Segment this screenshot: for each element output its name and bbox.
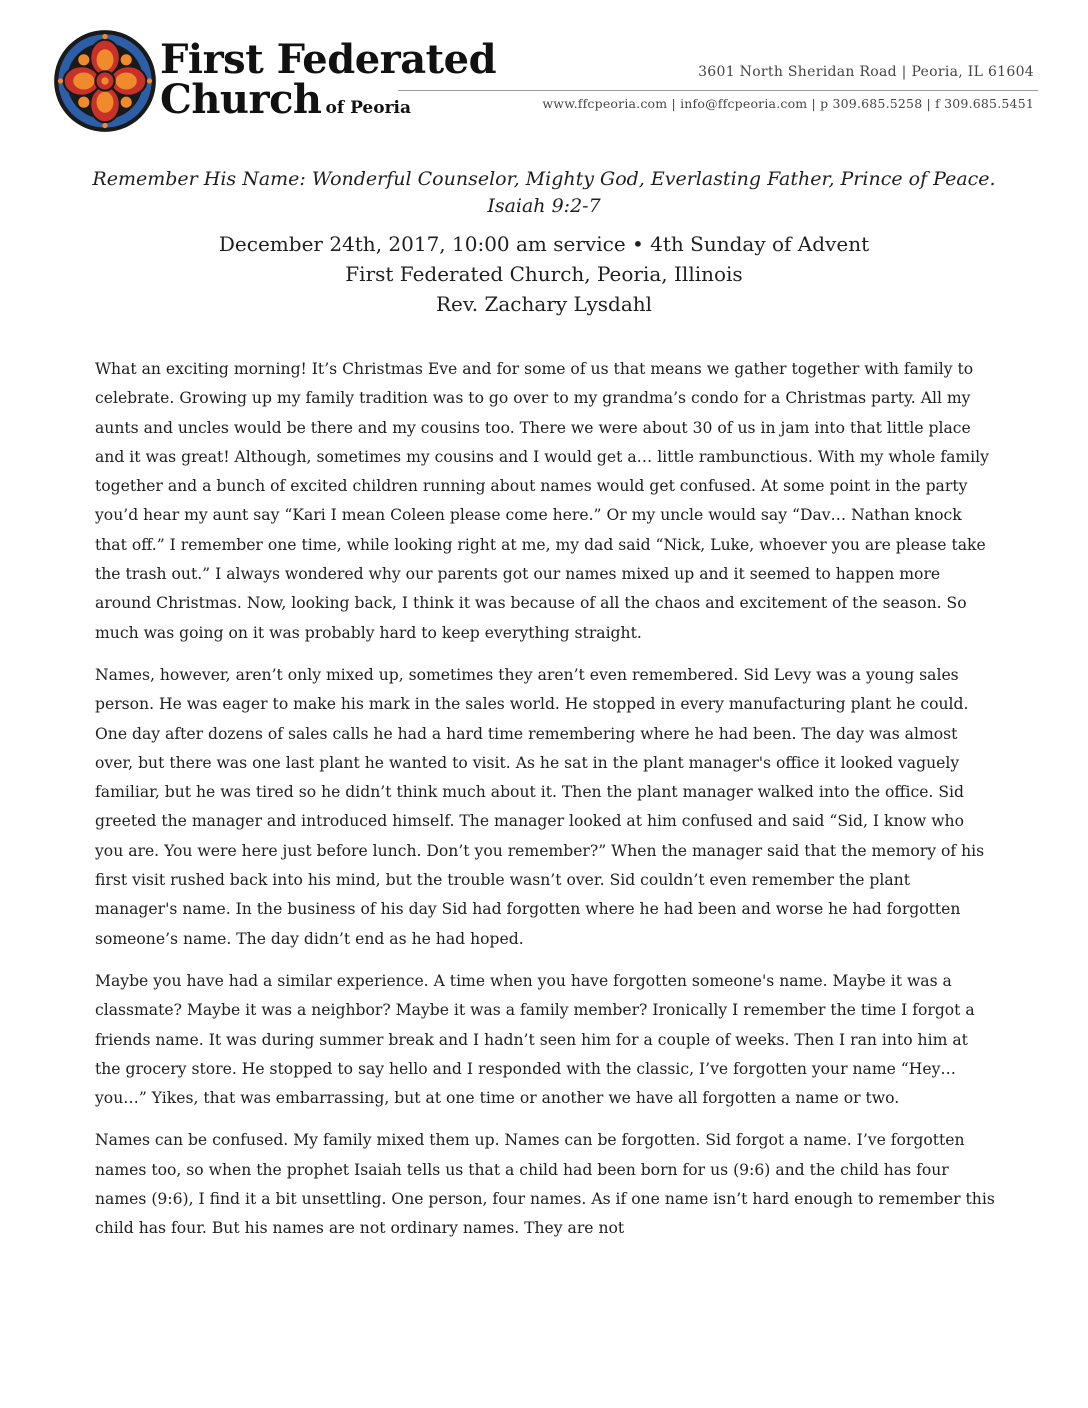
church-name-line2 bbox=[160, 76, 496, 128]
sermon-body bbox=[95, 355, 995, 1257]
church-name-main: Church bbox=[160, 76, 322, 123]
paragraph: Names can be confused. My family mixed them up. Names can be forgotten. Sid forgot a name. I’ve forgotten names too, so when the prophet Isaiah tells us that a child had been born for us (9:6) and the child has four names (9:6), I find it a bit unsettling. One person, four names. As if one name isn’t hard enough to remember this child has four. But his names are not ordinary names. They are not bbox=[95, 1131, 995, 1238]
preacher-name: Rev. Zachary Lysdahl bbox=[435, 292, 653, 316]
paragraph: Names, however, aren’t only mixed up, sometimes they aren’t even remembered. Sid Levy was a young sales person. He was eager to make his mark in the sales world. He stopped in every manufacturing plant he could. One day after dozens of sales calls he had a hard time remembering where he had been. The day was almost over, but there was one last plant he wanted to visit. As he sat in the plant manager's office it looked vaguely familiar, but he was tired so he didn’t think much about it. Then the plant manager walked into the office. Sid greeted the manager and introduced himself. The manager looked at him confused and said “Sid, I know who you are. You were here just before lunch. Don’t you remember?” When the manager said that the memory of his first visit rushed back into his mind, but the trouble wasn’t over. Sid couldn’t even remember the plant manager's name. In the business of his day Sid had forgotten where he had been and worse he had forgotten someone’s name. The day didn’t end as he had hoped. bbox=[95, 665, 985, 948]
church-contact-info: www.ffcpeoria.com | info@ffcpeoria.com | p 309.685.5258 | f 309.685.5451 bbox=[542, 96, 1034, 111]
church-address: 3601 North Sheridan Road | Peoria, IL 61604 bbox=[698, 64, 1034, 80]
church-logo-icon bbox=[52, 28, 158, 134]
letterhead-divider bbox=[398, 90, 1038, 91]
paragraph: Maybe you have had a similar experience. A time when you have forgotten someone's name. Maybe it was a classmate? Maybe it was a neighbor? Maybe it was a family member? Ironically I remember the time I forgot a friends name. It was during summer break and I hadn’t seen him for a couple of weeks. Then I ran into him at the grocery store. He stopped to say hello and I responded with the classic, I’ve forgotten your name “Hey… you…” Yikes, that was embarrassing, but at one time or another we have all forgotten a name or two. bbox=[95, 971, 975, 1108]
scripture-reference: Isaiah 9:2-7 bbox=[487, 195, 601, 217]
service-location: First Federated Church, Peoria, Illinois bbox=[345, 262, 743, 286]
sermon-title: Remember His Name: Wonderful Counselor, Mighty God, Everlasting Father, Prince of Peace. bbox=[92, 168, 996, 190]
service-date: December 24th, 2017, 10:00 am service • 4th Sunday of Advent bbox=[218, 232, 870, 256]
church-wordmark bbox=[160, 36, 497, 128]
sermon-heading bbox=[60, 166, 1028, 319]
church-name-line1: First Federated bbox=[160, 36, 497, 83]
church-name-suffix: of Peoria bbox=[325, 98, 411, 118]
letterhead bbox=[0, 0, 1088, 140]
paragraph: What an exciting morning! It’s Christmas Eve and for some of us that means we gather together with family to celebrate. Growing up my family tradition was to go over to my grandma’s condo for a Christmas party. All my aunts and uncles would be there and my cousins too. There we were about 30 of us in jam into that little place and it was great! Although, sometimes my cousins and I would get a… little rambunctious. With my whole family together and a bunch of excited children running about names would get confused. At some point in the party you’d hear my aunt say “Kari I mean Coleen please come here.” Or my uncle would say “Dav… Nathan knock that off.” I remember one time, while looking right at me, my dad said “Nick, Luke, whoever you are please take the trash out.” I always wondered why our parents got our names mixed up and it seemed to happen more around Christmas. Now, looking back, I think it was because of all the chaos and excitement of the season. So much was going on it was probably hard to keep everything straight. bbox=[95, 360, 989, 642]
